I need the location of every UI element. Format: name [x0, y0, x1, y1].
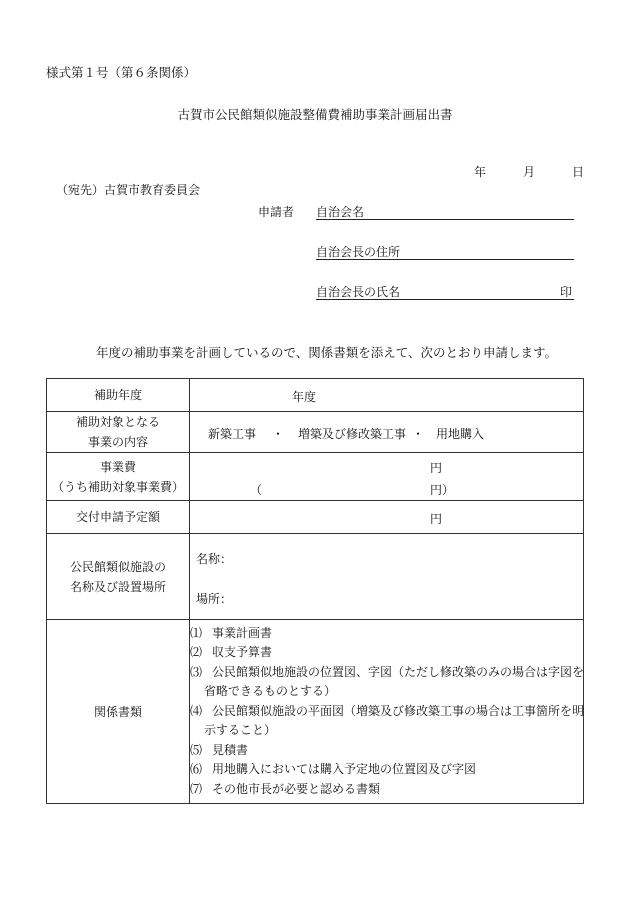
row-label: 補助年度: [47, 379, 190, 412]
list-item: ⑸ 見積書: [190, 742, 249, 757]
association-head-name-field[interactable]: [316, 283, 574, 300]
yen-unit: 円: [430, 461, 443, 475]
option-land-purchase[interactable]: 用地購入: [436, 427, 485, 441]
association-head-address-field[interactable]: [316, 243, 574, 260]
list-item: ⑺ その他市長が必要と認める書類: [190, 781, 381, 796]
option-separator: ・: [412, 427, 425, 441]
field-label: 自治会名: [316, 205, 365, 219]
applicant-label: 申請者: [258, 205, 295, 219]
option-extension-renovation[interactable]: 増築及び修改築工事: [298, 427, 407, 441]
date-month-label: 月: [523, 165, 536, 179]
date-day-label: 日: [572, 165, 585, 179]
date-year-label: 年: [474, 165, 487, 179]
table-row: [47, 620, 584, 804]
field-label: 自治会長の住所: [316, 245, 401, 259]
attached-documents-list: [190, 620, 584, 804]
neighborhood-association-name-field[interactable]: [316, 203, 574, 220]
row-label: 公民館類似施設の 名称及び設置場所: [47, 534, 190, 620]
option-new-construction[interactable]: 新築工事: [208, 427, 257, 441]
table-row: [47, 453, 584, 501]
yen-unit-close: 円）: [430, 483, 455, 497]
work-content-field[interactable]: [190, 412, 584, 453]
option-separator: ・: [272, 427, 285, 441]
row-label: 事業費 （うち補助対象事業費）: [47, 453, 190, 501]
row-label: 関係書類: [47, 620, 190, 804]
application-table: [46, 378, 584, 804]
table-row: [47, 379, 584, 412]
table-row: [47, 412, 584, 453]
seal-mark: 印: [559, 285, 572, 299]
list-item-continuation: 省略できるものとする）: [204, 684, 337, 699]
row-label: 交付申請予定額: [47, 501, 190, 534]
table-row: [47, 534, 584, 620]
document-title: 古賀市公民館類似施設整備費補助事業計画届出書: [177, 107, 453, 122]
project-cost-field[interactable]: [190, 453, 584, 501]
list-item: ⑶ 公民館類似地施設の位置図、字図（ただし修改築のみの場合は字図を: [190, 664, 585, 679]
addressee: （宛先）古賀市教育委員会: [56, 183, 201, 197]
intro-statement: 年度の補助事業を計画しているので、関係書類を添えて、次のとおり申請します。: [96, 345, 558, 360]
fiscal-year-field[interactable]: [190, 379, 584, 412]
facility-field[interactable]: [190, 534, 584, 620]
facility-name-label: 名称：: [196, 552, 233, 566]
list-item: ⑵ 収支予算書: [190, 645, 273, 660]
yen-unit: 円: [430, 512, 443, 526]
date-line: [474, 165, 584, 181]
form-number: 様式第１号（第６条関係）: [46, 65, 197, 80]
open-paren: （: [250, 483, 263, 497]
fiscal-year-unit: 年度: [292, 390, 317, 404]
grant-amount-field[interactable]: [190, 501, 584, 534]
field-label: 自治会長の氏名: [316, 285, 401, 299]
row-label: 補助対象となる 事業の内容: [47, 412, 190, 453]
list-item-continuation: 示すること）: [204, 723, 277, 738]
list-item: ⑷ 公民館類似施設の平面図（増築及び修改築工事の場合は工事箇所を明: [190, 703, 585, 718]
table-row: [47, 501, 584, 534]
facility-place-label: 場所：: [196, 592, 233, 606]
list-item: ⑹ 用地購入においては購入予定地の位置図及び字図: [190, 762, 477, 777]
list-item: ⑴ 事業計画書: [190, 625, 273, 640]
